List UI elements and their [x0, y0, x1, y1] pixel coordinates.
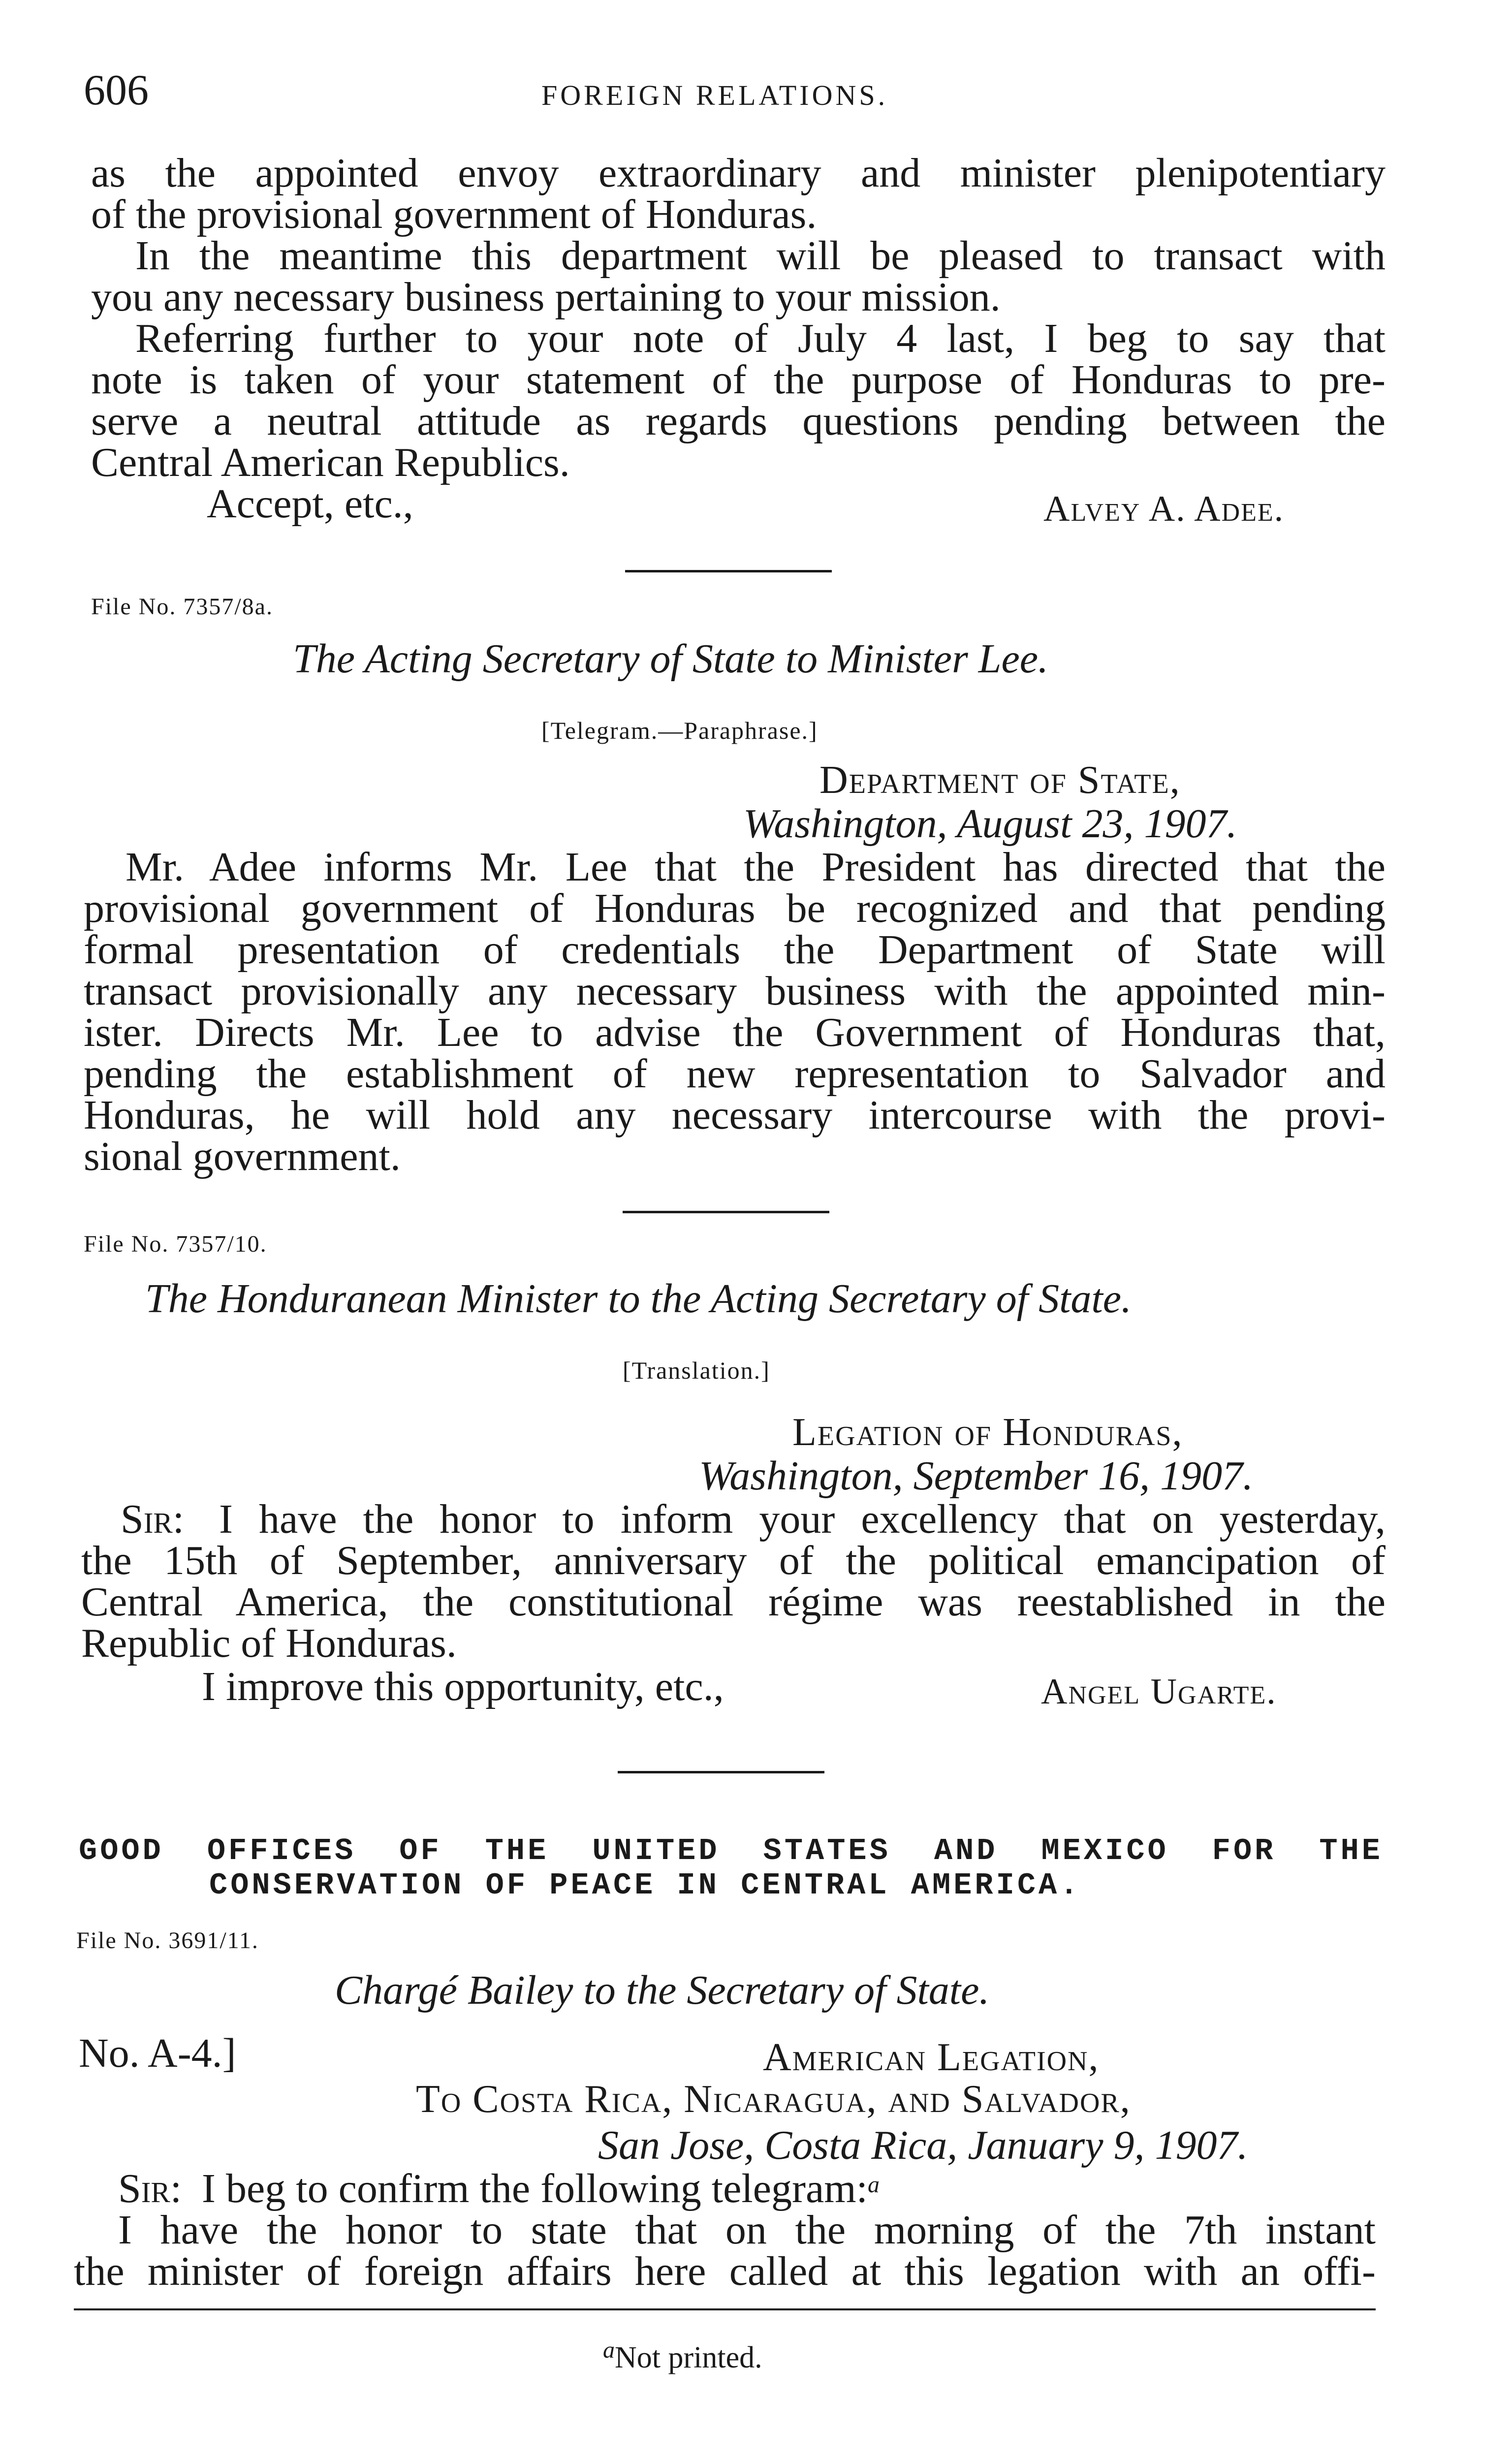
text-line: In the meantime this department will be pleased to transact with	[135, 233, 1386, 279]
document-title: The Honduranean Minister to the Acting Secretary of State.	[145, 1276, 1132, 1322]
document-title: The Acting Secretary of State to Minister Lee.	[293, 636, 1049, 682]
text-line: the 15th of September, anniversary of the political emancipation of	[81, 1538, 1386, 1583]
dateline-place: Legation of Honduras,	[792, 1411, 1183, 1454]
text-line: the minister of foreign affairs here called at this legation with an offi-	[74, 2248, 1376, 2294]
signature: Angel Ugarte.	[1041, 1672, 1277, 1712]
dateline-place: American Legation,	[763, 2036, 1100, 2079]
divider	[618, 1771, 824, 1773]
text-line: pending the establishment of new representation to Salvador and	[84, 1051, 1386, 1097]
document-number: No. A-4.]	[79, 2030, 236, 2076]
section-heading: GOOD OFFICES OF THE UNITED STATES AND MEXICO FOR THE	[79, 1833, 1383, 1868]
text-line: as the appointed envoy extraordinary and minister plenipotentiary	[91, 150, 1386, 196]
footnote: $^a$Not printed.	[603, 2337, 762, 2374]
document-note: [Translation.]	[623, 1357, 770, 1384]
text-line: provisional government of Honduras be recognized and that pending	[84, 885, 1386, 931]
dateline-date: Washington, September 16, 1907.	[699, 1453, 1254, 1499]
running-title: FOREIGN RELATIONS.	[541, 79, 888, 111]
text-line: formal presentation of credentials the Department of State will	[84, 927, 1386, 973]
salutation: Sir:	[118, 2166, 182, 2211]
footnote-marker: a	[867, 2172, 880, 2198]
text-line: note is taken of your statement of the purpose of Honduras to pre-	[91, 357, 1386, 403]
dateline-place: Department of State,	[819, 758, 1181, 802]
file-number: File No. 3691/11.	[76, 1927, 259, 1954]
signature: Alvey A. Adee.	[1043, 489, 1285, 529]
text-line: Mr. Adee informs Mr. Lee that the President has directed that the	[126, 844, 1386, 890]
text-line: I have the honor to inform your excellency that on yesterday,	[219, 1496, 1386, 1542]
text-line: I have the honor to state that on the morning of the 7th instant	[118, 2207, 1376, 2253]
text-line: Republic of Honduras.	[81, 1620, 457, 1666]
text-line: transact provisionally any necessary business with the appointed min-	[84, 968, 1386, 1014]
dateline-place: To Costa Rica, Nicaragua, and Salvador,	[416, 2078, 1131, 2121]
text-line: sional government.	[84, 1134, 401, 1179]
text-line: Referring further to your note of July 4 last, I beg to say that	[135, 316, 1386, 361]
document-note: [Telegram.—Paraphrase.]	[541, 717, 818, 744]
dateline-date: San Jose, Costa Rica, January 9, 1907.	[598, 2122, 1248, 2168]
page-number: 606	[84, 66, 149, 114]
text-line: of the provisional government of Honduras.	[91, 191, 817, 237]
text-line: Central American Republics.	[91, 440, 570, 485]
document-title: Chargé Bailey to the Secretary of State.	[335, 1967, 990, 2013]
divider	[625, 570, 832, 572]
divider	[623, 1211, 829, 1213]
closing: Accept, etc.,	[207, 481, 413, 527]
text-line: you any necessary business pertaining to your mission.	[91, 274, 1001, 320]
text-line: ister. Directs Mr. Lee to advise the Government of Honduras that,	[84, 1010, 1386, 1055]
text-line: serve a neutral attitude as regards questions pending between the	[91, 398, 1386, 444]
text-line: I beg to confirm the following telegram:$^a$	[202, 2166, 880, 2211]
text-line: Central America, the constitutional régime was reestablished in the	[81, 1579, 1386, 1625]
file-number: File No. 7357/8a.	[91, 594, 273, 620]
section-heading: CONSERVATION OF PEACE IN CENTRAL AMERICA.	[209, 1868, 1081, 1903]
salutation: Sir:	[121, 1496, 185, 1542]
dateline-date: Washington, August 23, 1907.	[743, 801, 1237, 847]
footnote-marker: a	[603, 2337, 615, 2363]
file-number: File No. 7357/10.	[84, 1231, 267, 1257]
footnote-rule	[74, 2308, 1376, 2310]
closing: I improve this opportunity, etc.,	[202, 1664, 724, 1709]
text-line: Honduras, he will hold any necessary intercourse with the provi-	[84, 1092, 1386, 1138]
